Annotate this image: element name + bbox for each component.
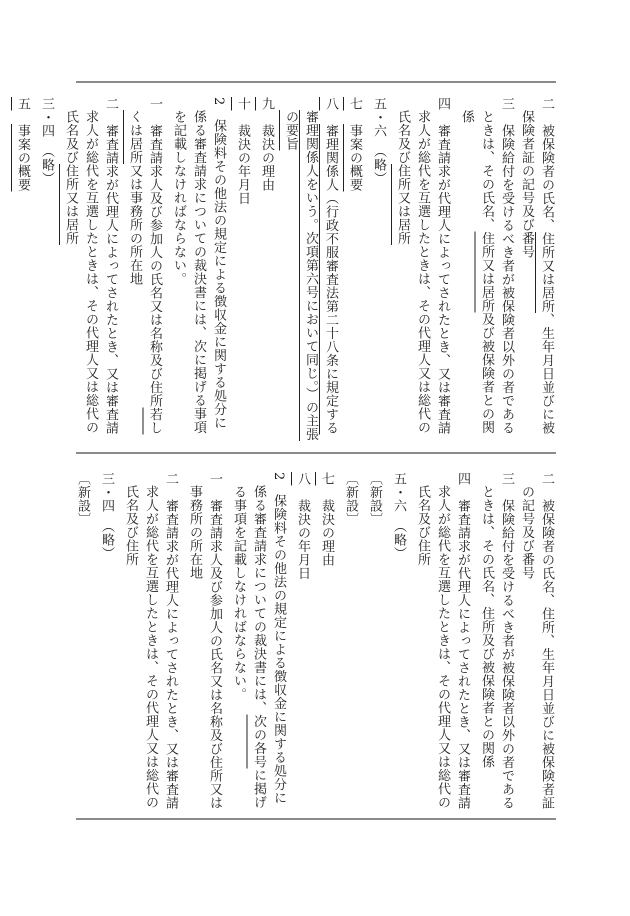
amended-text: 住所又は居所 bbox=[63, 164, 78, 245]
provision-text: 五・六 （略） bbox=[391, 472, 406, 560]
provision-item bbox=[280, 97, 340, 442]
provision-item bbox=[124, 97, 164, 442]
amended-text: 住所又は居所 bbox=[479, 231, 494, 313]
new-provisions-panel bbox=[15, 97, 556, 442]
provision-text: 裁決の理由 bbox=[319, 485, 334, 567]
provision-text: 裁決の理由 bbox=[259, 110, 274, 192]
provision-text: 四 審査請求が代理人によってされたとき、又は審査請求人が総代を互選したときは、その代理人又は総代の氏名及び bbox=[395, 97, 450, 435]
provision-text: 三・四 （略） bbox=[99, 472, 114, 560]
provision-item bbox=[344, 97, 364, 442]
provision-item bbox=[168, 97, 228, 442]
amended-text: 七 bbox=[347, 97, 362, 111]
provision-item bbox=[228, 472, 288, 817]
amended-text: 八 bbox=[323, 97, 338, 111]
middle-rule bbox=[76, 452, 556, 454]
amended-text: 十 bbox=[235, 97, 250, 111]
provision-item bbox=[36, 97, 56, 442]
amended-text: 事案の概要 bbox=[15, 124, 30, 192]
provision-item bbox=[516, 97, 556, 442]
amended-text: 住所又は居所 bbox=[395, 164, 410, 245]
provision-text: 一 審査請求人及び参加人の氏名又は名称及び住所 bbox=[147, 97, 162, 408]
provision-text: 裁決の年月日 bbox=[235, 110, 250, 205]
provision-text: 2 保険料その他法の規定による徴収金に関する処分に係る審査請求についての裁決書には、次に掲げる事項を記載しなければならない。 bbox=[171, 97, 226, 434]
provision-item bbox=[184, 472, 224, 817]
provision-item bbox=[476, 472, 516, 817]
provision-text: 二 被保険者の氏名、住所、生年月日並びに被保険者証の記号及び番号 bbox=[519, 472, 554, 810]
provision-item bbox=[72, 472, 92, 817]
provision-text bbox=[323, 111, 338, 125]
provision-text bbox=[15, 111, 30, 125]
provision-item bbox=[316, 472, 336, 817]
provision-item bbox=[256, 97, 276, 442]
provision-item bbox=[232, 97, 252, 442]
provision-text: 、生年月日並びに被保険者証の記号及び番号 bbox=[519, 110, 554, 435]
amended-text: 事案の概要 bbox=[347, 124, 362, 192]
provision-text: 〔新設〕 bbox=[367, 472, 382, 526]
amended-text: 九 bbox=[259, 97, 274, 111]
provision-text: 二 審査請求が代理人によってされたとき、又は審査請求人が総代を互選したときは、その代理人又は総代の氏名及び住所 bbox=[123, 472, 178, 810]
provision-text: 二 被保険者の氏名、 bbox=[539, 97, 554, 232]
provision-item bbox=[12, 97, 32, 442]
amended-text: 若しくは居所 bbox=[127, 110, 162, 435]
provision-text: 又は事務所の所在地 bbox=[127, 164, 142, 286]
provision-item bbox=[388, 472, 408, 817]
provision-item bbox=[516, 472, 556, 817]
top-rule bbox=[76, 81, 556, 83]
provision-text bbox=[347, 111, 362, 125]
amended-text: 八 bbox=[295, 472, 310, 486]
provision-text: 2 保険料その他法の規定による徴収金に関する処分に係る審査請求についての裁決書には、 bbox=[251, 472, 286, 805]
provision-item bbox=[120, 472, 180, 817]
provision-item bbox=[292, 472, 312, 817]
amended-text: 七 bbox=[319, 472, 334, 486]
amended-text: 五 bbox=[15, 97, 30, 111]
provision-text: 一 審査請求人及び参加人の氏名又は名称及び住所又は事務所の所在地 bbox=[187, 472, 222, 810]
provision-text: 三・四 （略） bbox=[39, 97, 54, 185]
provision-text: 四 審査請求が代理人によってされたとき、又は審査請求人が総代を互選したときは、その代理人又は総代の氏名及び住所 bbox=[415, 472, 470, 810]
provision-text: に掲げる事項を記載しなければならない。 bbox=[231, 485, 266, 809]
provision-text: 三 保険給付を受けるべき者が被保険者以外の者であるときは、その氏名、住所及び被保険者との関係 bbox=[479, 472, 514, 810]
provision-item bbox=[60, 97, 120, 442]
provision-text: 三 保険給付を受けるべき者が被保険者以外の者であるときは、その氏名、 bbox=[479, 97, 514, 435]
provision-text: 二 審査請求が代理人によってされたとき、又は審査請求人が総代を互選したときは、その代理人又は総代の氏名及び bbox=[63, 97, 118, 435]
old-provisions-panel bbox=[75, 472, 556, 817]
amended-text: 審理関係人（行政不服審査法第二十八条に規定する審理関係人をいう。次項第六号において同じ。）の主張の要旨 bbox=[283, 110, 338, 441]
provision-text: 〔新設〕 bbox=[343, 472, 358, 526]
provision-item bbox=[392, 97, 452, 442]
provision-item bbox=[96, 472, 116, 817]
provision-text: 及び被保険者との関係 bbox=[459, 110, 494, 434]
bottom-rule bbox=[76, 818, 556, 820]
provision-item bbox=[364, 472, 384, 817]
provision-item bbox=[412, 472, 472, 817]
provision-text: 〔新設〕 bbox=[75, 472, 90, 526]
amended-text: 次の各号 bbox=[251, 714, 266, 769]
provision-item bbox=[456, 97, 516, 442]
amended-text: 住所又は居所 bbox=[539, 232, 554, 313]
provision-item bbox=[368, 97, 388, 442]
provision-item bbox=[340, 472, 360, 817]
provision-text: 五・六 （略） bbox=[371, 97, 386, 185]
provision-text: 裁決の年月日 bbox=[295, 485, 310, 580]
